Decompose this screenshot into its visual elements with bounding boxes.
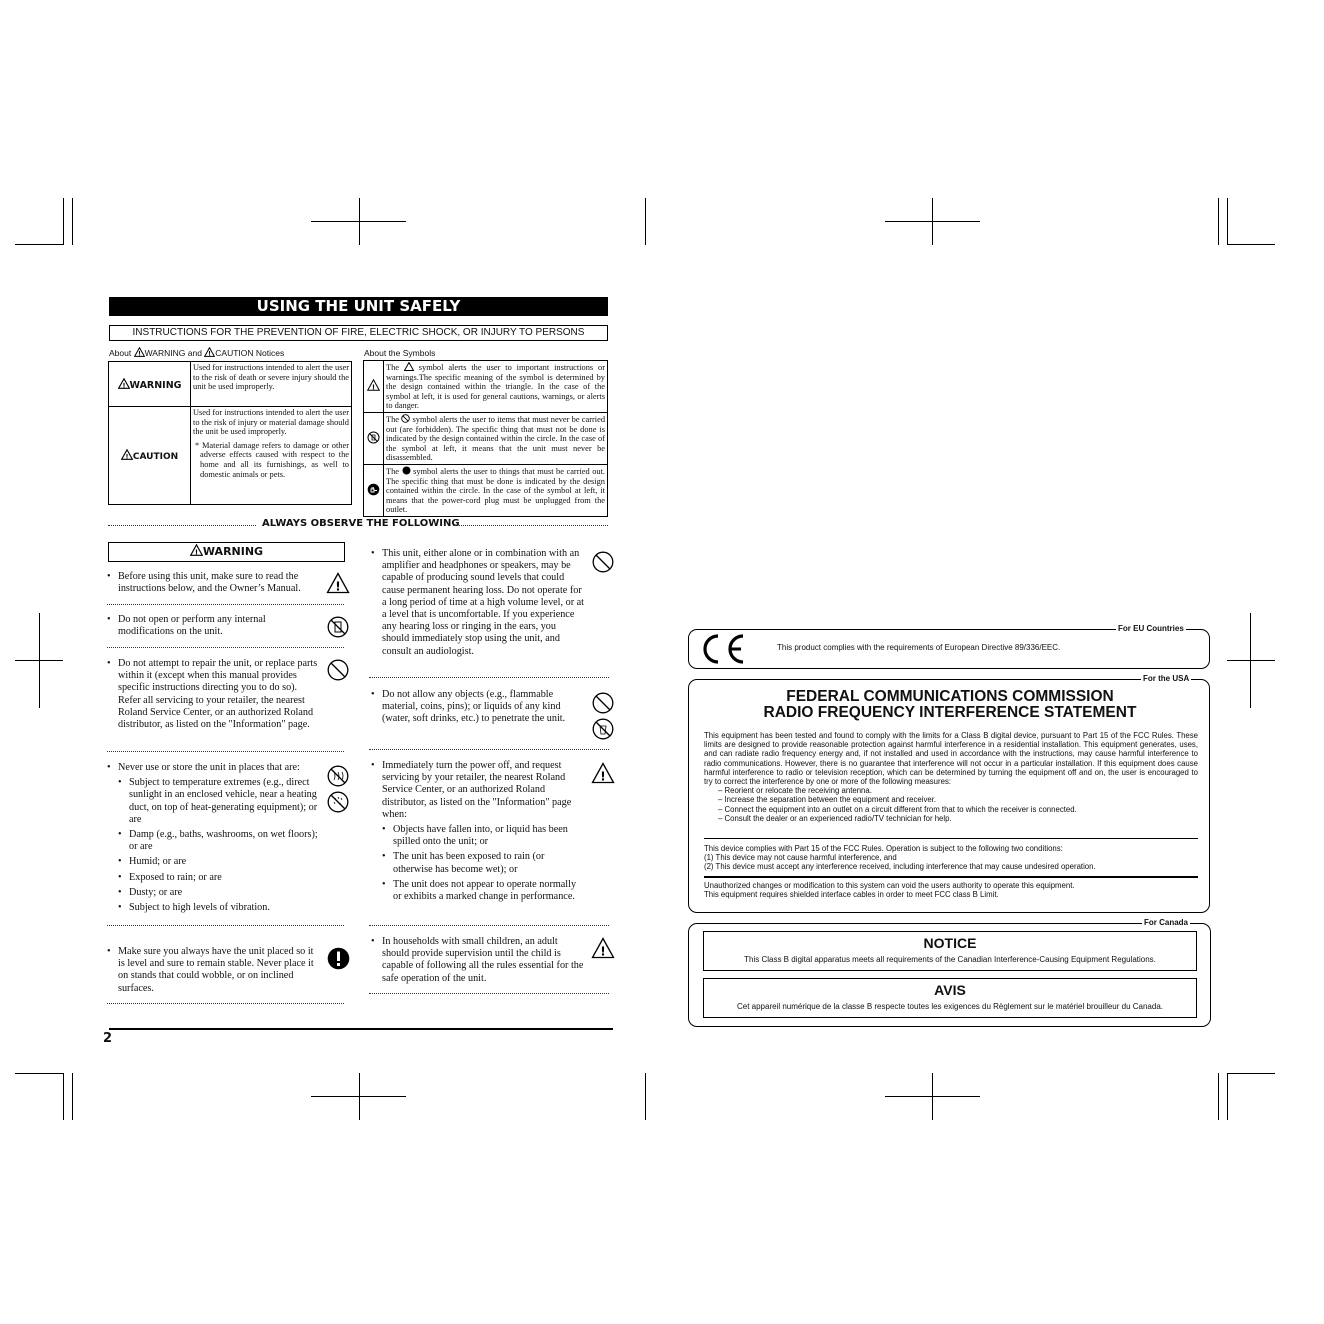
dotted-rule <box>369 749 609 750</box>
sub-item: • Subject to high levels of vibration. <box>118 902 270 914</box>
caution-label: ! CAUTION <box>109 407 191 505</box>
notice-title: NOTICE <box>923 935 977 951</box>
caution-icon <box>591 762 615 784</box>
svg-text:!: ! <box>335 579 341 594</box>
svg-text:!: ! <box>194 548 199 556</box>
always-observe-heading: ALWAYS OBSERVE THE FOLLOWING <box>262 518 460 529</box>
warning-triangle-icon <box>190 544 203 556</box>
caution-icon <box>326 572 350 594</box>
no-liquid-icon <box>592 718 614 740</box>
svg-text:!: ! <box>600 769 606 784</box>
sub-item: • Dusty; or are <box>118 886 183 898</box>
caution-description: Used for instructions intended to alert the user to the risk of injury or material damage should the unit be used improperly. * Material damage refers to damage or other adverse effects caused with respect to the home and all its furnishings, as well to domestic animals or pets. <box>191 407 352 505</box>
avis-text: Cet appareil numérique de la classe B respecte toutes les exigences du Règlement sur le matériel brouilleur du Canada. <box>736 1002 1163 1011</box>
notice-box <box>703 931 1197 971</box>
list-item: • Do not allow any objects (e.g., flammable material, coins, pins); or liquids of any kind (water, soft drinks, etc.) to penetrate the unit. <box>371 689 566 725</box>
fcc-part15: This device complies with Part 15 of the FCC Rules. Operation is subject to the following two conditions: (1) This device may not cause harmful interference, and (2) This device must accept any interference received, including interference that may cause undesired operation. <box>704 844 1096 872</box>
list-item: • Never use or store the unit in places that are: • Subject to temperature extremes (e.g., direct sunlight in an enclosed vehicle, near a heating duct, on top of heat-generating equipment); or are • Damp (e.g., baths, washrooms, on wet floors); or are • Humid; or are • Exposed to rain; or are • Dusty; or are • Subject to high levels of vibration. <box>107 762 318 914</box>
warning-label: ! WARNING <box>109 362 191 407</box>
prohibited-icon <box>401 414 410 423</box>
fcc-modification-note: Unauthorized changes or modification to this system can void the users authority to operate this equipment. This equipment requires shielded interface cables in order to meet FCC class B Limit. <box>704 881 1075 900</box>
no-heat-icon <box>327 765 349 787</box>
dotted-rule <box>107 1003 344 1004</box>
eu-compliance-text: This product complies with the requirements of European Directive 89/336/EEC. <box>777 643 1061 652</box>
prohibited-icon <box>327 659 349 681</box>
list-item: • This unit, either alone or in combination with an amplifier and headphones or speakers, may be capable of producing sound levels that could cause permanent hearing loss. Do not operate for a long period of time at a high volume level, or at a level that is uncomfortable. If you experience any hearing loss or ringing in the ears, you should immediately stop using the unit, and consult an audiologist. <box>371 548 584 657</box>
divider <box>704 876 1198 878</box>
page-number: 2 <box>103 1031 113 1046</box>
page-title: USING THE UNIT SAFELY <box>109 297 608 316</box>
sub-item: • Subject to temperature extremes (e.g., direct sunlight in an enclosed vehicle, near a heating duct, on top of heat-generating equipment); or are <box>118 777 318 825</box>
caution-triangle-icon <box>204 347 215 357</box>
list-item: • In households with small children, an adult should provide supervision until the child is capable of following all the rules essential for the safe operation of the unit. <box>371 936 584 984</box>
caution-note: * Material damage refers to damage or other adverse effects caused with respect to the home and all its furnishings, as well to domestic animals or pets. <box>195 440 349 479</box>
fcc-title: FEDERAL COMMUNICATIONS COMMISSION RADIO FREQUENCY INTERFERENCE STATEMENT <box>763 688 1137 721</box>
warning-triangle-icon <box>118 378 130 389</box>
do-not-disassemble-icon <box>327 616 349 638</box>
list-item: • Immediately turn the power off, and request servicing by your retailer, the nearest Roland Service Center, or an authorized Roland distributor, as listed on the "Information" page when: • Objects have fallen into, or liquid has been spilled onto the unit; or • The unit has been exposed to rain (or otherwise has become wet); or • The unit does not appear to operate normally or exhibits a marked change in performance. <box>371 760 585 903</box>
canada-label: For Canada <box>1144 918 1189 927</box>
sub-item: • Exposed to rain; or are <box>118 871 222 883</box>
warning-triangle-icon <box>134 347 145 357</box>
symbols-table <box>363 360 608 517</box>
svg-text:!: ! <box>122 381 125 389</box>
svg-text:!: ! <box>371 383 376 392</box>
avis-title: AVIS <box>934 982 966 998</box>
dotted-rule <box>107 925 344 926</box>
symbol-cell-dot <box>364 464 384 516</box>
warning-box: ! WARNING <box>108 542 345 562</box>
sub-item: • The unit has been exposed to rain (or otherwise has become wet); or <box>382 851 545 875</box>
dotted-rule <box>369 925 609 926</box>
ce-mark-icon <box>700 633 748 665</box>
dotted-rule <box>107 647 344 648</box>
avis-box <box>703 978 1197 1018</box>
dotted-rule <box>453 525 608 526</box>
triangle-icon <box>404 362 414 371</box>
triangle-symbol-description: The symbol alerts the user to important instructions or warnings.The specific meaning of the symbol is determined by the design contained within the triangle. In the case of the symbol at left, it is used for general cautions, warnings, or alerts to danger. <box>384 361 608 413</box>
dotted-rule <box>107 751 344 752</box>
svg-text:!: ! <box>137 350 141 357</box>
sub-list <box>118 777 319 914</box>
notices-table <box>108 361 352 505</box>
divider <box>704 838 1198 839</box>
sub-item: • The unit does not appear to operate normally or exhibits a marked change in performance. <box>382 878 577 903</box>
sub-item: • Humid; or are <box>118 856 187 868</box>
list-item: • Do not open or perform any internal modifications on the unit. <box>107 614 266 638</box>
dotted-rule <box>108 525 256 526</box>
svg-text:!: ! <box>600 944 606 959</box>
fcc-statement: This equipment has been tested and found to comply with the limits for a Class B digital device, pursuant to Part 15 of the FCC Rules. These limits are designed to provide reasonable protection against harmful interference in a residential installation. This equipment generates, uses, and can radiate radio frequency energy and, if not installed and used in accordance with the instructions, may cause harmful interference to radio communications. However, there is no guarantee that interference will not occur in a particular installation. If this equipment does cause harmful interference to radio or television reception, which can be determined by turning the equipment off and on, the user is encouraged to try to correct the interference by one or more of the following measures: – Reorient or relocate the receiving antenna. – Increase the separation between the equipment and receiver. – Connect the equipment into an outlet on a circuit different from that to which the receiver is connected. – Consult the dealer or an experienced radio/TV technician for help. <box>704 731 1198 823</box>
sub-item: • Objects have fallen into, or liquid has been spilled onto the unit; or <box>382 824 568 848</box>
usa-label: For the USA <box>1143 674 1190 683</box>
mandatory-action-icon <box>327 947 350 970</box>
caution-triangle-icon <box>121 449 133 460</box>
list-item: • Before using this unit, make sure to read the instructions below, and the Owner’s Manual. <box>107 571 301 595</box>
dotted-rule <box>369 993 609 994</box>
list-item: • Make sure you always have the unit placed so it is level and sure to remain stable. Never place it on stands that could wobble, or on inclined surfaces. <box>107 946 314 994</box>
prohibited-icon <box>592 692 614 714</box>
page-subtitle: INSTRUCTIONS FOR THE PREVENTION OF FIRE, ELECTRIC SHOCK, OR INJURY TO PERSONS <box>109 325 608 341</box>
sub-item: • Damp (e.g., baths, washrooms, on wet floors); or are <box>118 829 318 853</box>
circle-symbol-description: The symbol alerts the user to items that must never be carried out (are forbidden). The specific thing that must not be done is indicated by the design contained within the circle. In the case of the symbol at left, it means that the unit must never be disassembled. <box>384 412 608 464</box>
symbol-cell-circle <box>364 412 384 464</box>
unplug-icon <box>367 483 380 496</box>
list-item: • Do not attempt to repair the unit, or replace parts within it (except when this manual provides specific instructions directing you to do so). Refer all servicing to your retailer, the nearest Roland Service Center, or an authorized Roland distributor, as listed on the "Information" page. <box>107 658 318 731</box>
symbol-cell-triangle <box>364 361 384 413</box>
dotted-rule <box>107 604 344 605</box>
filled-circle-icon <box>402 466 411 475</box>
svg-text:!: ! <box>125 452 129 460</box>
warning-description: Used for instructions intended to alert the user to the risk of death or severe injury should the unit be used improperly. <box>191 362 352 407</box>
do-not-disassemble-icon <box>367 431 380 444</box>
eu-label: For EU Countries <box>1118 624 1184 633</box>
about-notices-heading: About ! WARNING and ! CAUTION Notices <box>109 348 285 358</box>
footer-rule <box>109 1028 613 1030</box>
prohibited-icon <box>592 551 614 573</box>
dot-symbol-description: The symbol alerts the user to things that must be carried out. The specific thing that must be done is indicated by the design contained within the circle. In the case of the symbol at left, it means that the power-cord plug must be unplugged from the outlet. <box>384 464 608 516</box>
notice-text: This Class B digital apparatus meets all requirements of the Canadian Interference-Causing Equipment Regulations. <box>744 955 1156 964</box>
sub-list <box>382 824 585 903</box>
general-caution-icon <box>367 379 380 391</box>
no-water-icon <box>327 791 349 813</box>
caution-icon <box>591 937 615 959</box>
dotted-rule <box>369 677 609 678</box>
about-symbols-heading: About the Symbols <box>364 348 436 358</box>
svg-text:!: ! <box>208 350 212 357</box>
